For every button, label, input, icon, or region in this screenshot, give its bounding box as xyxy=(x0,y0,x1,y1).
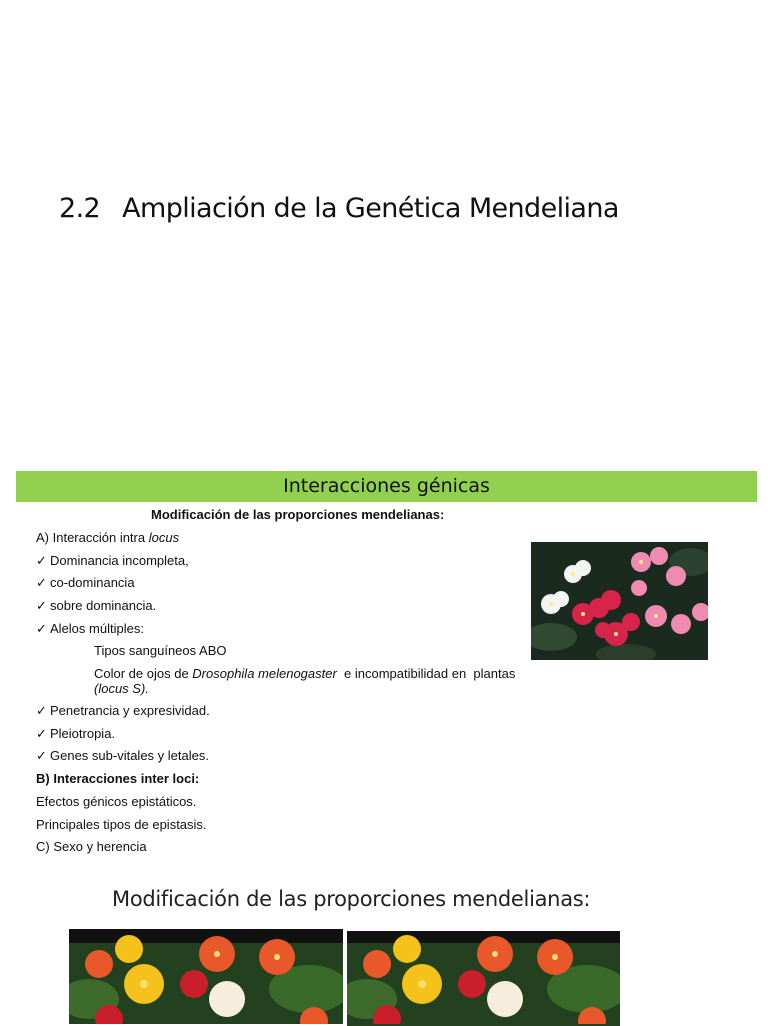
list-item-c: C) Sexo y herencia xyxy=(36,839,147,854)
list-item-a: A) Interacción intra locus xyxy=(36,530,180,545)
list-item: ✓ co-dominancia xyxy=(36,575,135,590)
four-oclock-flowers-photo-right xyxy=(347,931,620,1026)
sub-list-item: Tipos sanguíneos ABO xyxy=(94,643,227,658)
section-number: 2.2 xyxy=(59,193,101,224)
section-banner: Interacciones génicas xyxy=(16,471,757,502)
checkmark-icon: ✓ xyxy=(36,621,47,636)
content-subheading: Modificación de las proporciones mendelianas: xyxy=(151,507,445,522)
slide-title xyxy=(59,193,619,224)
checkmark-icon: ✓ xyxy=(36,598,47,613)
title-text: Ampliación de la Genética Mendeliana xyxy=(122,193,619,224)
list-item: ✓ Alelos múltiples: xyxy=(36,621,144,636)
list-item: ✓ Penetrancia y expresividad. xyxy=(36,703,210,718)
checkmark-icon: ✓ xyxy=(36,726,47,741)
sub-list-item: Color de ojos de Drosophila melenogaster e incompatibilidad en plantas xyxy=(94,666,516,681)
sub-list-item-continuation: (locus S). xyxy=(94,681,149,696)
checkmark-icon: ✓ xyxy=(36,553,47,568)
list-item: ✓ sobre dominancia. xyxy=(36,598,157,613)
list-item: ✓ Dominancia incompleta, xyxy=(36,553,189,568)
list-item: Efectos génicos epistáticos. xyxy=(36,794,197,809)
section2-title: Modificación de las proporciones mendelianas: xyxy=(112,887,591,911)
impatiens-flowers-photo xyxy=(531,542,708,660)
checkmark-icon: ✓ xyxy=(36,748,47,763)
checkmark-icon: ✓ xyxy=(36,703,47,718)
list-item: ✓ Genes sub-vitales y letales. xyxy=(36,748,209,763)
four-oclock-flowers-photo-left xyxy=(69,929,343,1024)
list-item: Principales tipos de epistasis. xyxy=(36,817,207,832)
list-item: ✓ Pleiotropia. xyxy=(36,726,116,741)
checkmark-icon: ✓ xyxy=(36,575,47,590)
list-item-b: B) Interacciones inter loci: xyxy=(36,771,200,786)
